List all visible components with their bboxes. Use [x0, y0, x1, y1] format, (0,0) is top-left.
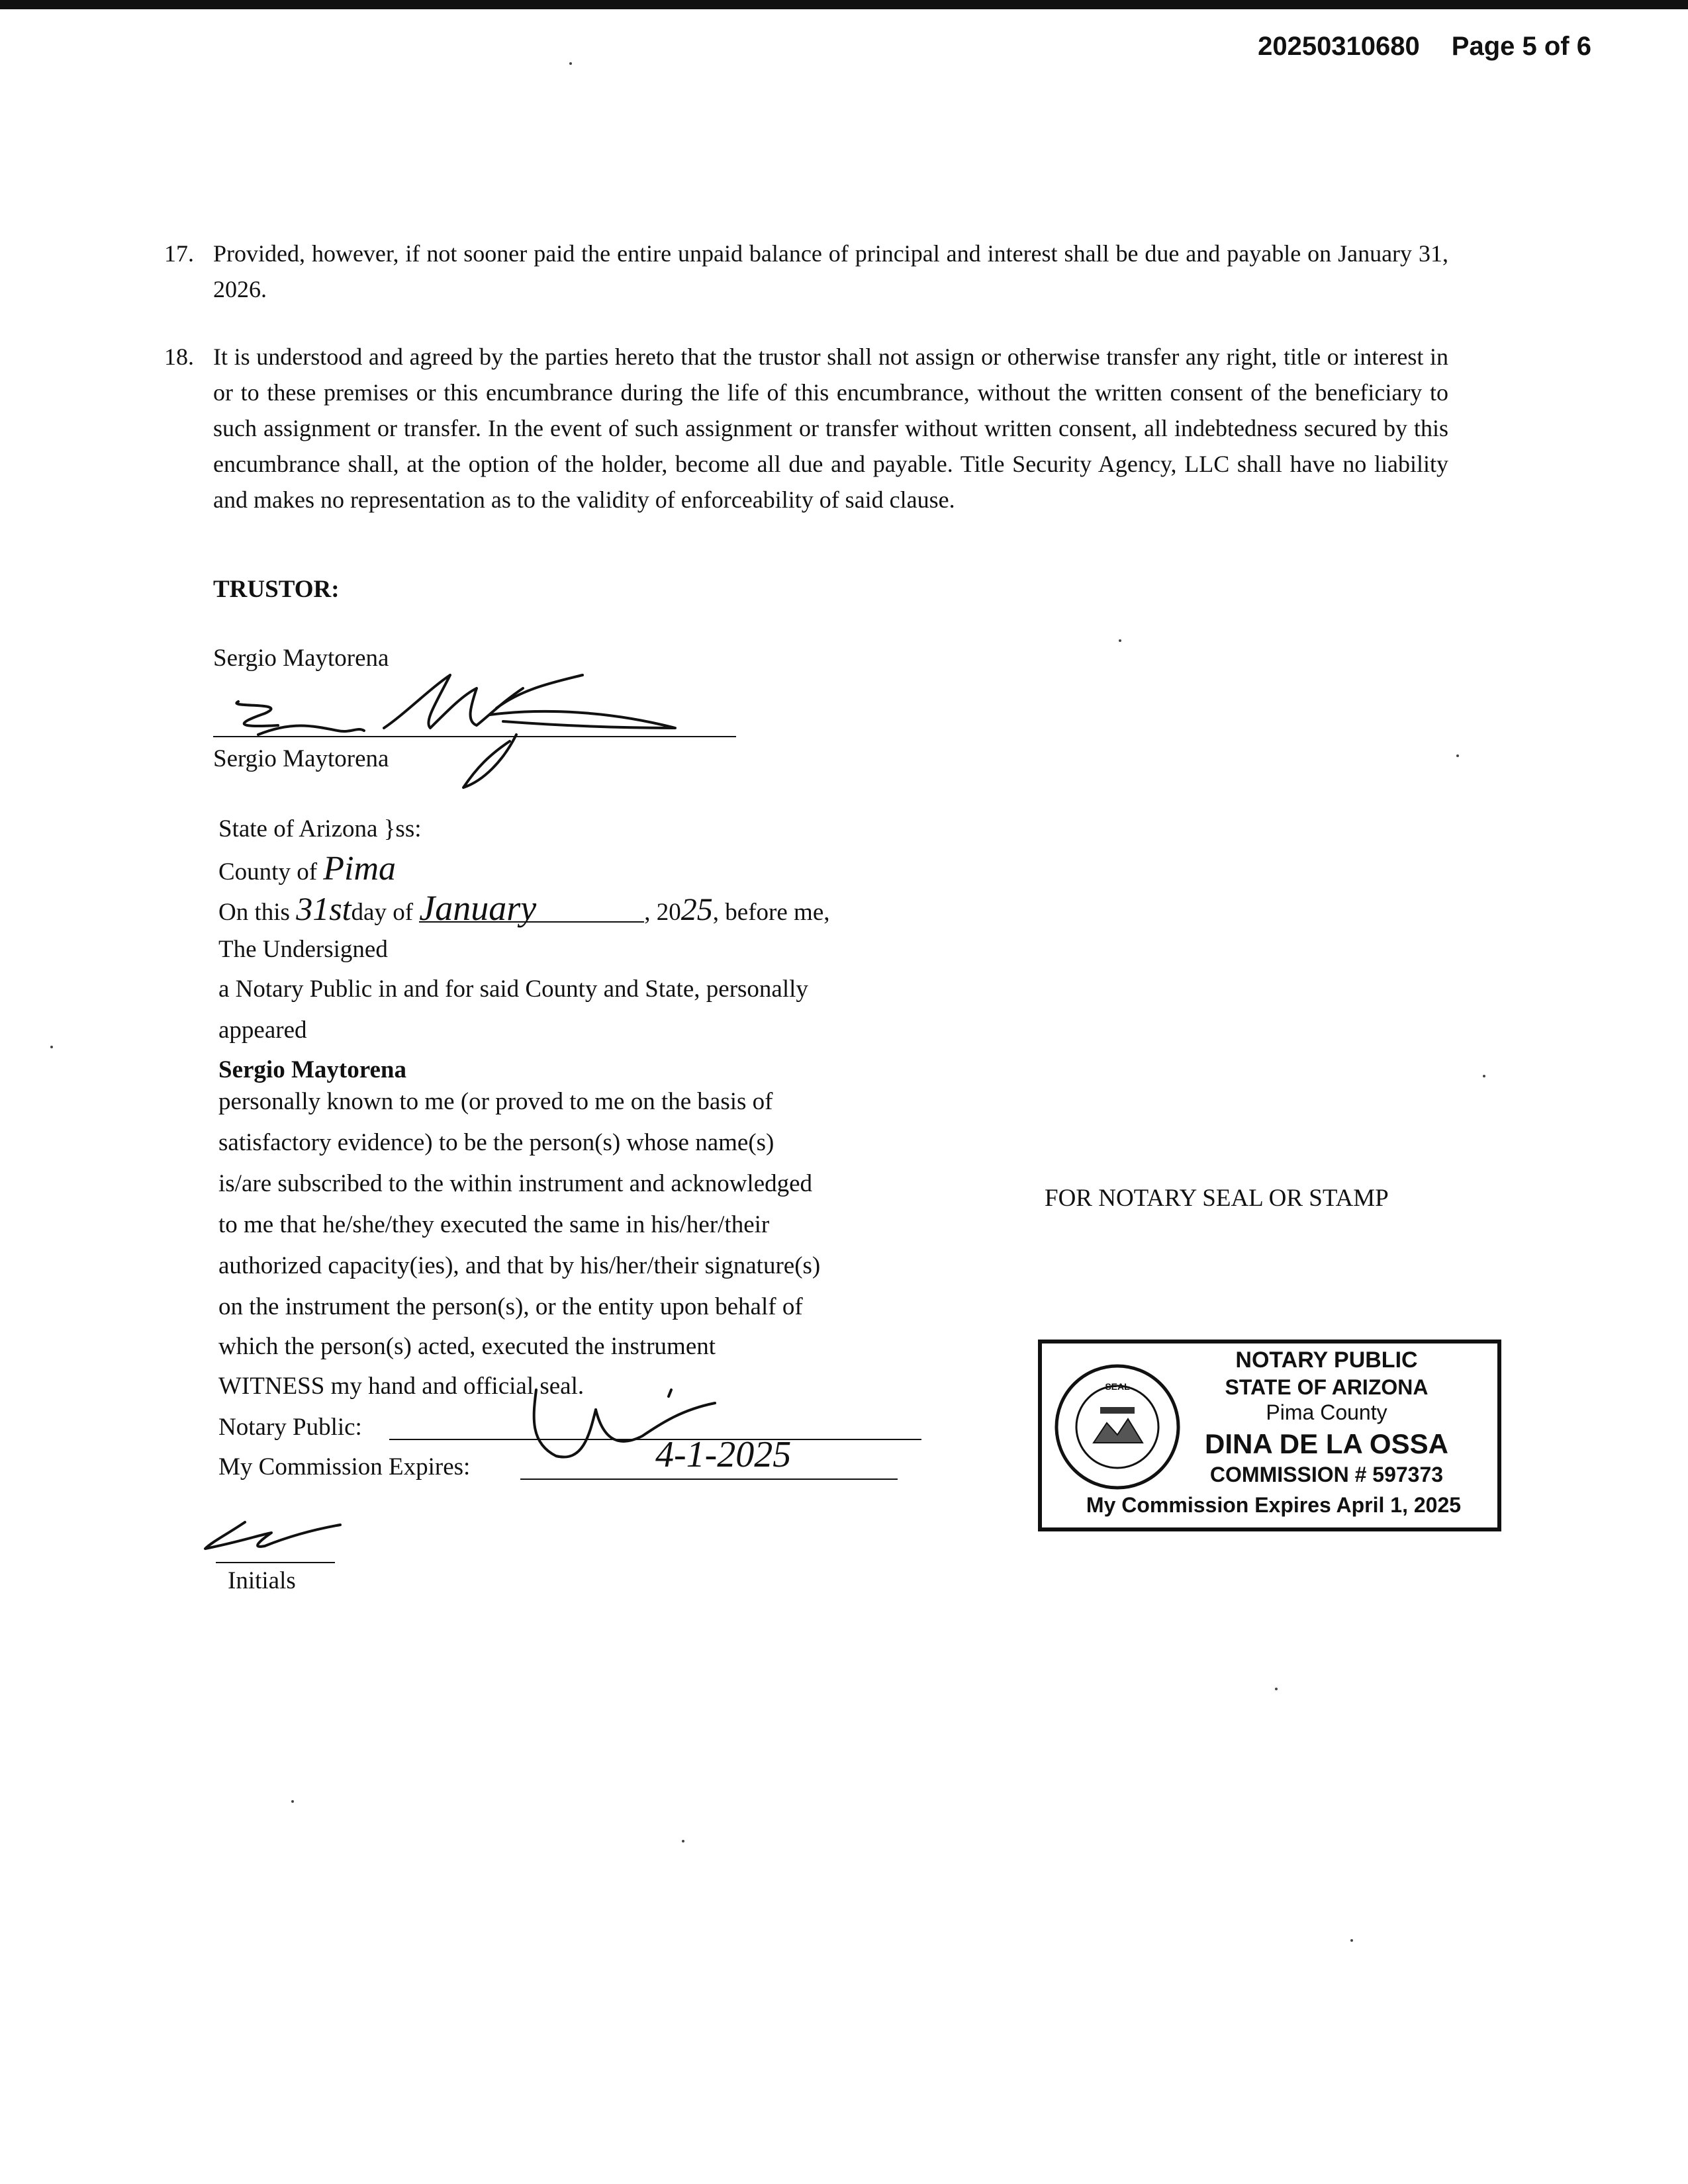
clause-number: 18.: [164, 343, 194, 370]
initials-label: Initials: [228, 1567, 296, 1594]
notary-body-line: satisfactory evidence) to be the person(s) whose name(s): [218, 1129, 774, 1156]
scan-speck: [1456, 754, 1459, 757]
notary-body-line: authorized capacity(ies), and that by his/her/their signature(s): [218, 1252, 821, 1279]
day-of-label: day of: [351, 899, 414, 926]
notary-body-line: which the person(s) acted, executed the instrument: [218, 1333, 716, 1360]
clause-number: 17.: [164, 240, 194, 267]
stamp-state: STATE OF ARIZONA: [1225, 1375, 1429, 1399]
notary-line-2: appeared: [218, 1017, 307, 1044]
clause-18: [164, 339, 1448, 518]
scan-speck: [569, 62, 572, 65]
acknowledgment-date-line: [218, 888, 830, 928]
clause-text: Provided, however, if not sooner paid the entire unpaid balance of principal and interest shall be due and payable on January 31, 2026.: [213, 240, 1448, 302]
trustor-signature: [212, 662, 741, 794]
page-indicator: Page 5 of 6: [1451, 32, 1591, 61]
stamp-notary-name: DINA DE LA OSSA: [1205, 1428, 1448, 1459]
stamp-expiration: My Commission Expires April 1, 2025: [1086, 1493, 1462, 1517]
notary-body-line: is/are subscribed to the within instrument and acknowledged: [218, 1170, 813, 1197]
trustor-name: Sergio Maytorena: [213, 645, 389, 672]
notary-body-line: to me that he/she/they executed the same in his/her/their: [218, 1211, 770, 1238]
on-this-label: On this: [218, 899, 290, 926]
initials-line: [216, 1562, 335, 1563]
trustor-heading: TRUSTOR:: [213, 576, 340, 603]
notary-line-1: a Notary Public in and for said County and State, personally: [218, 976, 808, 1003]
before-me-label: , before me,: [712, 899, 830, 926]
commission-expires-handwritten: 4-1-2025: [655, 1434, 792, 1475]
scan-speck: [1275, 1688, 1278, 1690]
venue-state: State of Arizona }ss:: [218, 815, 422, 842]
commission-expires-line: [520, 1479, 898, 1480]
county-handwritten: Pima: [323, 850, 397, 887]
stamp-title: NOTARY PUBLIC: [1235, 1347, 1418, 1373]
stamp-county: Pima County: [1266, 1400, 1387, 1424]
scan-speck: [682, 1840, 684, 1843]
notary-public-label: Notary Public:: [218, 1414, 362, 1441]
scan-speck: [1483, 1075, 1485, 1077]
day-handwritten: 31st: [296, 890, 352, 927]
clause-17: [164, 236, 1448, 307]
county-label: County of: [218, 858, 318, 886]
clause-text: It is understood and agreed by the parties hereto that the trustor shall not assign or otherwise transfer any right, title or interest in or to these premises or this encumbrance during the life of this encumbrance, without the written consent of the beneficiary to such assignment or transfer. In the event of such assignment or transfer without written consent, all indebtedness secured by this encumbrance shall, at the option of the holder, become all due and payable. Title Security Agency, LLC shall have no liability and makes no representation as to the validity of enforceability of said clause.: [213, 343, 1448, 513]
scan-speck: [291, 1800, 294, 1803]
year-handwritten: 25: [680, 892, 713, 927]
scan-speck: [50, 1046, 53, 1048]
year-prefix: , 20: [644, 899, 681, 926]
seal-area-label: FOR NOTARY SEAL OR STAMP: [1045, 1185, 1389, 1212]
notary-body-line: personally known to me (or proved to me on the basis of: [218, 1088, 773, 1115]
witness-line: WITNESS my hand and official seal.: [218, 1373, 585, 1400]
month-handwritten: January: [419, 895, 644, 923]
svg-text:SEAL: SEAL: [1105, 1381, 1130, 1392]
scan-speck: [1119, 639, 1121, 642]
notary-undersigned: The Undersigned: [218, 936, 388, 963]
notary-body-line: on the instrument the person(s), or the entity upon behalf of: [218, 1293, 803, 1320]
document-number: 20250310680: [1258, 32, 1420, 61]
initials-mark: [199, 1509, 357, 1575]
commission-expires-label: My Commission Expires:: [218, 1453, 471, 1480]
scan-speck: [1350, 1939, 1353, 1942]
document-header: [1258, 32, 1591, 62]
trustor-signature-name: Sergio Maytorena: [213, 745, 389, 772]
venue-county: [218, 850, 397, 887]
scan-top-border: [0, 0, 1688, 9]
notary-stamp: [1038, 1340, 1501, 1531]
trustor-signature-line: [213, 736, 736, 737]
appeared-name: Sergio Maytorena: [218, 1056, 406, 1083]
stamp-commission-number: COMMISSION # 597373: [1209, 1463, 1444, 1486]
